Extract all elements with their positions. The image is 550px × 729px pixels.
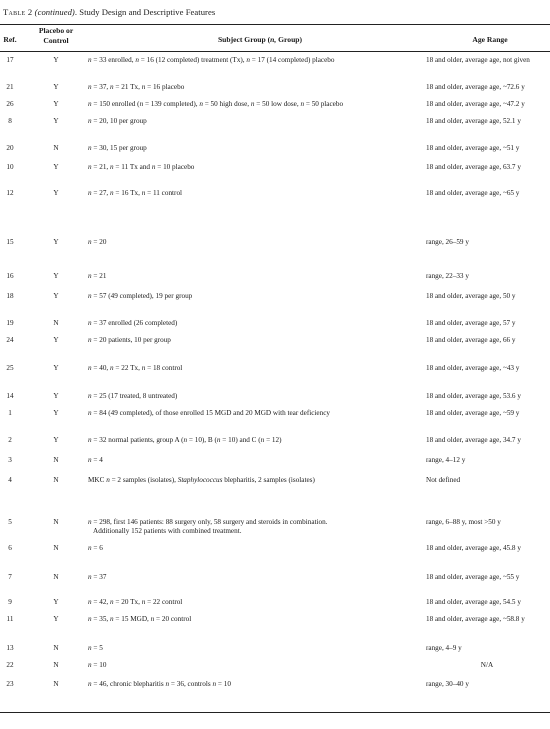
cell-age-range: 18 and older, average age, ~51 y [426,144,520,152]
subject-group-text: n = 33 enrolled, n = 16 (12 completed) treatment (Tx), n = 17 (14 completed) placebo [88,56,335,64]
cell-ref: 23 [6,680,14,688]
subject-group-text: n = 150 enrolled (n = 139 completed), n = 50 high dose, n = 50 low dose, n = 50 placebo [88,100,344,108]
subject-group-text: n = 42, n = 20 Tx, n = 22 control [88,598,183,606]
cell-subject-group [88,163,194,172]
subject-group-text: n = 4 [88,456,103,464]
cell-placebo-control: N [53,319,59,327]
cell-age-range: 18 and older, average age, ~47.2 y [426,100,525,108]
cell-ref: 25 [6,364,14,372]
header-rule [0,51,550,52]
cell-age-range: 18 and older, average age, 66 y [426,336,516,344]
cell-subject-group [88,544,103,553]
cell-subject-group [88,409,330,418]
header-age-range: Age Range [472,35,508,44]
cell-age-range: range, 4–12 y [426,456,466,464]
cell-ref: 24 [6,336,14,344]
cell-subject-group [88,615,191,624]
cell-age-range: 18 and older, average age, 34.7 y [426,436,521,444]
cell-age-range: 18 and older, average age, 54.5 y [426,598,521,606]
cell-subject-group [88,189,182,198]
cell-ref: 2 [8,436,12,444]
subject-group-text: n = 35, n = 15 MGD, n = 20 control [88,615,192,623]
subject-group-text: n = 10 [88,661,107,669]
cell-placebo-control: N [53,573,59,581]
cell-subject-group [88,598,182,607]
cell-age-range: range, 26–59 y [426,238,469,246]
cell-placebo-control: Y [53,292,59,300]
cell-age-range: 18 and older, average age, ~58.8 y [426,615,525,623]
header-subject-group [160,35,360,45]
header-subject-prefix: Subject Group ( [217,35,271,44]
cell-subject-group [88,476,315,485]
subject-group-text: n = 32 normal patients, group A (n = 10), B (n = 10) and C (n = 12) [88,436,282,444]
cell-placebo-control: Y [53,409,59,417]
cell-placebo-control: N [53,456,59,464]
cell-age-range: range, 6–88 y, most >50 y [426,518,501,526]
table-continued: (continued) [34,7,75,17]
subject-group-text: n = 298, first 146 patients: 88 surgery only, 58 surgery and steroids in combination. [88,518,328,526]
subject-group-text: n = 57 (49 completed), 19 per group [88,292,193,300]
cell-placebo-control: N [53,544,59,552]
cell-ref: 16 [6,272,14,280]
cell-subject-group [88,117,147,126]
cell-ref: 4 [8,476,12,484]
cell-ref: 9 [8,598,12,606]
subject-group-text: n = 84 (49 completed), of those enrolled 15 MGD and 20 MGD with tear deficiency [88,409,330,417]
cell-age-range: Not defined [426,476,461,484]
subject-group-part: blepharitis, 2 samples (isolates) [222,476,315,484]
cell-placebo-control: Y [53,189,59,197]
cell-ref: 12 [6,189,14,197]
cell-age-range: range, 4–9 y [426,644,462,652]
cell-subject-group [88,272,106,281]
bottom-rule [0,712,550,713]
cell-placebo-control: N [53,144,59,152]
cell-ref: 17 [6,56,14,64]
cell-placebo-control: N [53,661,59,669]
cell-placebo-control: Y [53,56,59,64]
cell-ref: 3 [8,456,12,464]
cell-ref: 11 [6,615,14,623]
subject-group-text: n = 27, n = 16 Tx, n = 11 control [88,189,183,197]
subject-group-text: n = 37, n = 21 Tx, n = 16 placebo [88,83,185,91]
cell-age-range: 18 and older, average age, 45.8 y [426,544,521,552]
cell-age-range: N/A [480,661,494,669]
cell-placebo-control: Y [53,598,59,606]
cell-ref: 19 [6,319,14,327]
subject-group-text: n = 21, n = 11 Tx and n = 10 placebo [88,163,195,171]
cell-placebo-control: Y [53,83,59,91]
cell-placebo-control: Y [53,364,59,372]
cell-ref: 15 [6,238,14,246]
cell-subject-group [88,456,103,465]
subject-group-text: n = 6 [88,544,103,552]
cell-age-range: 18 and older, average age, 63.7 y [426,163,521,171]
header-placebo-line2: Control [43,35,69,45]
subject-group-text: n = 20 patients, 10 per group [88,336,171,344]
cell-placebo-control: N [53,644,59,652]
cell-age-range: 18 and older, average age, not given [426,56,530,64]
cell-age-range: range, 30–40 y [426,680,469,688]
cell-age-range: 18 and older, average age, ~55 y [426,573,520,581]
cell-subject-group [88,644,103,653]
cell-placebo-control: Y [53,272,59,280]
cell-age-range: 18 and older, average age, 50 y [426,292,516,300]
cell-subject-group [88,661,106,670]
cell-subject-group [88,238,106,247]
header-subject-suffix: Group) [276,35,303,44]
cell-ref: 22 [6,661,14,669]
cell-ref: 26 [6,100,14,108]
cell-placebo-control: Y [53,615,59,623]
cell-placebo-control: Y [53,238,59,246]
cell-subject-group [88,392,177,401]
cell-subject-group [88,518,327,537]
header-placebo-line1: Placebo or [38,26,74,35]
cell-ref: 1 [8,409,12,417]
cell-age-range: 18 and older, average age, ~43 y [426,364,520,372]
subject-group-part: MKC n = 2 samples (isolates), [88,476,178,484]
cell-subject-group [88,100,343,109]
cell-ref: 14 [6,392,14,400]
cell-age-range: 18 and older, average age, ~72.6 y [426,83,525,91]
subject-group-text: n = 30, 15 per group [88,144,147,152]
cell-ref: 7 [8,573,12,581]
cell-placebo-control: Y [53,163,59,171]
cell-subject-group [88,573,106,582]
cell-ref: 13 [6,644,14,652]
cell-age-range: 18 and older, average age, ~59 y [426,409,520,417]
header-placebo [30,26,82,45]
subject-group-text: n = 37 enrolled (26 completed) [88,319,178,327]
cell-subject-group [88,144,147,153]
subject-group-text: n = 46, chronic blepharitis n = 36, controls n = 10 [88,680,231,688]
cell-subject-group [88,336,171,345]
cell-placebo-control: Y [53,336,59,344]
subject-group-text: n = 20, 10 per group [88,117,147,125]
table-caption [3,7,215,17]
cell-placebo-control: Y [53,392,59,400]
cell-placebo-control: Y [53,100,59,108]
cell-age-range: 18 and older, average age, ~65 y [426,189,520,197]
subject-group-text: n = 21 [88,272,107,280]
subject-group-text: n = 25 (17 treated, 8 untreated) [88,392,178,400]
cell-ref: 10 [6,163,14,171]
cell-subject-group [88,436,282,445]
cell-subject-group [88,292,192,301]
header-ref: Ref. [3,35,17,44]
cell-placebo-control: Y [53,436,59,444]
table-label: Table 2 [3,7,33,17]
cell-subject-group [88,364,182,373]
cell-placebo-control: Y [53,117,59,125]
cell-subject-group [88,56,335,65]
cell-placebo-control: N [53,476,59,484]
cell-age-range: 18 and older, average age, 52.1 y [426,117,521,125]
cell-ref: 5 [8,518,12,526]
header-subject-italic: n, [270,35,277,44]
cell-ref: 21 [6,83,14,91]
subject-group-continuation: Additionally 152 patients with combined treatment. [93,527,242,536]
cell-age-range: 18 and older, average age, 53.6 y [426,392,521,400]
top-rule [0,24,550,25]
cell-age-range: range, 22–33 y [426,272,469,280]
cell-ref: 18 [6,292,14,300]
cell-subject-group [88,680,231,689]
cell-age-range: 18 and older, average age, 57 y [426,319,516,327]
cell-ref: 6 [8,544,12,552]
cell-placebo-control: N [53,518,59,526]
cell-subject-group [88,83,184,92]
cell-subject-group [88,319,177,328]
table-title: . Study Design and Descriptive Features [74,7,216,17]
cell-placebo-control: N [53,680,59,688]
subject-group-text: n = 5 [88,644,103,652]
subject-group-text: n = 20 [88,238,107,246]
subject-group-text: n = 37 [88,573,107,581]
subject-group-part: Staphylococcus [177,476,223,484]
cell-ref: 8 [8,117,12,125]
cell-ref: 20 [6,144,14,152]
subject-group-text: n = 40, n = 22 Tx, n = 18 control [88,364,183,372]
